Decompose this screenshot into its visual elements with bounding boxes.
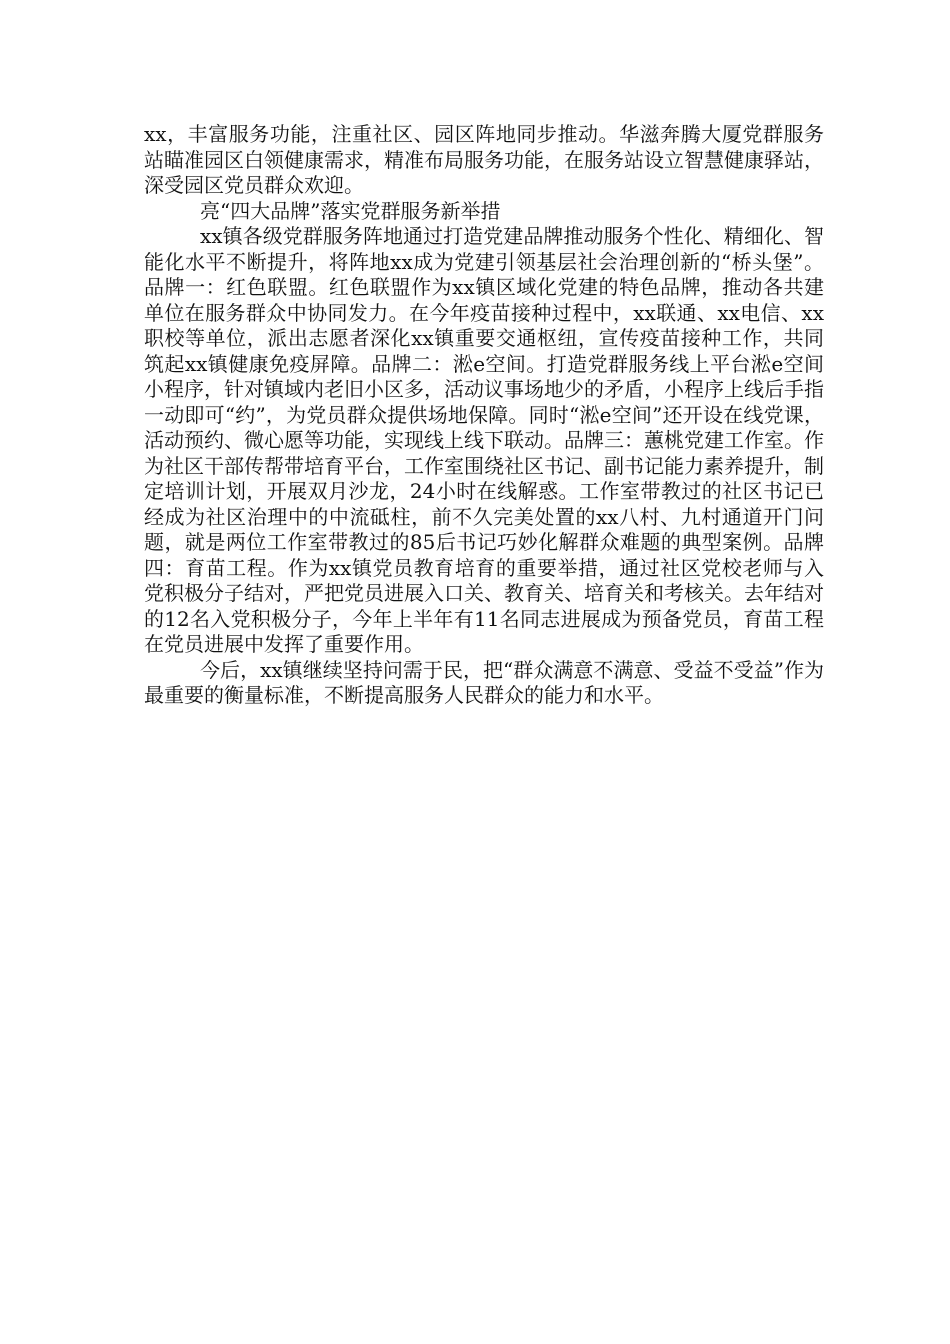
section-heading: 亮“四大品牌”落实党群服务新举措	[200, 198, 501, 223]
conclusion-paragraph: 今后，xx镇继续坚持问需于民，把“群众满意不满意、受益不受益”作为最重要的衡量标准，不断提高服务人民群众的能力和水平。	[144, 657, 824, 707]
intro-continuation-paragraph: xx，丰富服务功能，注重社区、园区阵地同步推动。华滋奔腾大厦党群服务站瞄准园区白领健康需求，精准布局服务功能，在服务站设立智慧健康驿站，深受园区党员群众欢迎。	[144, 122, 824, 197]
brands-paragraph: xx镇各级党群服务阵地通过打造党建品牌推动服务个性化、精细化、智能化水平不断提升，将阵地xx成为党建引领基层社会治理创新的“桥头堡”。品牌一：红色联盟。红色联盟作为xx镇区域化党建的特色品牌，推动各共建单位在服务群众中协同发力。在今年疫苗接种过程中，xx联通、xx电信、xx职校等单位，派出志愿者深化xx镇重要交通枢纽，宣传疫苗接种工作，共同筑起xx镇健康免疫屏障。品牌二：淞e空间。打造党群服务线上平台淞e空间小程序，针对镇域内老旧小区多，活动议事场地少的矛盾，小程序上线后手指一动即可“约”，为党员群众提供场地保障。同时“淞e空间”还开设在线党课，活动预约、微心愿等功能，实现线上线下联动。品牌三：蕙桃党建工作室。作为社区干部传帮带培育平台，工作室围绕社区书记、副书记能力素养提升，制定培训计划，开展双月沙龙，24小时在线解惑。工作室带教过的社区书记已经成为社区治理中的中流砥柱，前不久完美处置的xx八村、九村通道开门问题，就是两位工作室带教过的85后书记巧妙化解群众难题的典型案例。品牌四：育苗工程。作为xx镇党员教育培育的重要举措，通过社区党校老师与入党积极分子结对，严把党员进展入口关、教育关、培育关和考核关。去年结对的12名入党积极分子，今年上半年有11名同志进展成为预备党员，育苗工程在党员进展中发挥了重要作用。	[144, 224, 824, 656]
document-body	[144, 122, 824, 709]
